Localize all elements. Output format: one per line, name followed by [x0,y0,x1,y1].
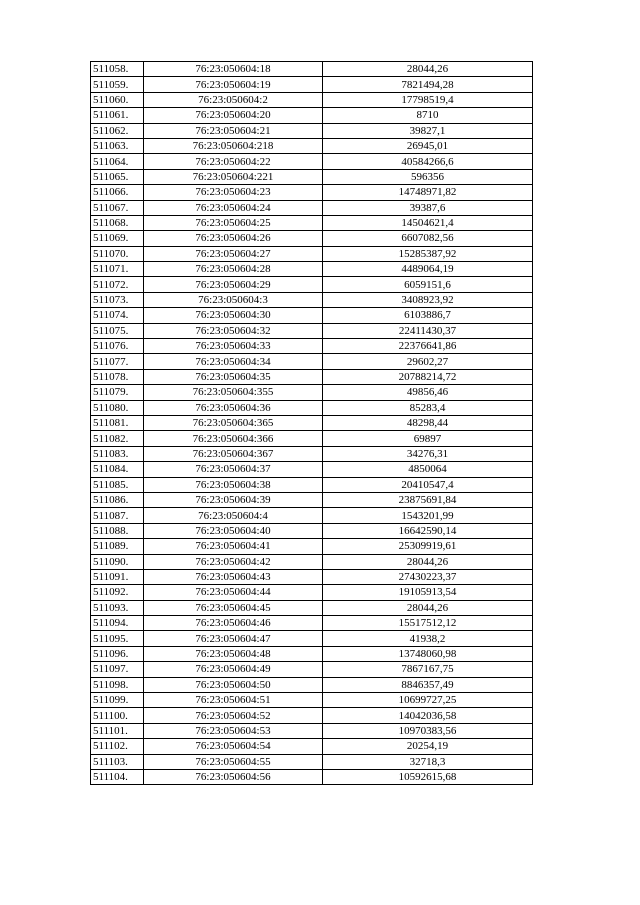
cadastral-number-cell: 76:23:050604:20 [144,108,323,123]
cadastral-value-cell: 1543201,99 [323,508,533,523]
cadastral-number-cell: 76:23:050604:365 [144,415,323,430]
table-row [91,339,533,354]
row-number-cell: 511063. [91,138,144,153]
table-row [91,600,533,615]
cadastral-value-cell: 23875691,84 [323,492,533,507]
row-number-cell: 511097. [91,662,144,677]
row-number-cell: 511080. [91,400,144,415]
cadastral-value-cell: 26945,01 [323,138,533,153]
cadastral-value-cell: 49856,46 [323,385,533,400]
cadastral-number-cell: 76:23:050604:37 [144,462,323,477]
table-row [91,462,533,477]
cadastral-number-cell: 76:23:050604:26 [144,231,323,246]
row-number-cell: 511104. [91,769,144,784]
cadastral-number-cell: 76:23:050604:35 [144,369,323,384]
table-row [91,308,533,323]
cadastral-number-cell: 76:23:050604:47 [144,631,323,646]
table-row [91,431,533,446]
cadastral-number-cell: 76:23:050604:23 [144,185,323,200]
cadastral-value-cell: 29602,27 [323,354,533,369]
cadastral-number-cell: 76:23:050604:52 [144,708,323,723]
cadastral-number-cell: 76:23:050604:29 [144,277,323,292]
cadastral-number-cell: 76:23:050604:43 [144,569,323,584]
cadastral-number-cell: 76:23:050604:41 [144,539,323,554]
cadastral-number-cell: 76:23:050604:221 [144,169,323,184]
cadastral-number-cell: 76:23:050604:366 [144,431,323,446]
table-row [91,185,533,200]
table-row [91,246,533,261]
table-row [91,693,533,708]
cadastral-value-cell: 10970383,56 [323,723,533,738]
row-number-cell: 511070. [91,246,144,261]
row-number-cell: 511069. [91,231,144,246]
row-number-cell: 511089. [91,539,144,554]
cadastral-value-cell: 34276,31 [323,446,533,461]
cadastral-number-cell: 76:23:050604:355 [144,385,323,400]
cadastral-value-cell: 20410547,4 [323,477,533,492]
cadastral-number-cell: 76:23:050604:32 [144,323,323,338]
row-number-cell: 511095. [91,631,144,646]
cadastral-number-cell: 76:23:050604:2 [144,92,323,107]
table-row [91,138,533,153]
cadastral-number-cell: 76:23:050604:4 [144,508,323,523]
table-row [91,415,533,430]
table-body [91,62,533,785]
table-row [91,739,533,754]
cadastral-value-cell: 20788214,72 [323,369,533,384]
cadastral-number-cell: 76:23:050604:19 [144,77,323,92]
cadastral-value-table [90,61,533,785]
cadastral-number-cell: 76:23:050604:44 [144,585,323,600]
cadastral-value-cell: 39827,1 [323,123,533,138]
row-number-cell: 511062. [91,123,144,138]
table-row [91,754,533,769]
cadastral-number-cell: 76:23:050604:55 [144,754,323,769]
cadastral-number-cell: 76:23:050604:24 [144,200,323,215]
row-number-cell: 511065. [91,169,144,184]
table-row [91,92,533,107]
table-row [91,277,533,292]
cadastral-value-cell: 7821494,28 [323,77,533,92]
cadastral-value-cell: 7867167,75 [323,662,533,677]
cadastral-number-cell: 76:23:050604:46 [144,616,323,631]
row-number-cell: 511078. [91,369,144,384]
row-number-cell: 511075. [91,323,144,338]
table-row [91,400,533,415]
cadastral-value-cell: 22376641,86 [323,339,533,354]
row-number-cell: 511083. [91,446,144,461]
cadastral-number-cell: 76:23:050604:28 [144,262,323,277]
cadastral-value-cell: 10699727,25 [323,693,533,708]
cadastral-number-cell: 76:23:050604:54 [144,739,323,754]
cadastral-number-cell: 76:23:050604:56 [144,769,323,784]
cadastral-value-cell: 15285387,92 [323,246,533,261]
table-row [91,200,533,215]
cadastral-value-cell: 28044,26 [323,554,533,569]
cadastral-number-cell: 76:23:050604:50 [144,677,323,692]
cadastral-value-cell: 3408923,92 [323,292,533,307]
cadastral-number-cell: 76:23:050604:53 [144,723,323,738]
table-row [91,154,533,169]
row-number-cell: 511098. [91,677,144,692]
table-row [91,585,533,600]
cadastral-value-cell: 48298,44 [323,415,533,430]
cadastral-number-cell: 76:23:050604:21 [144,123,323,138]
table-row [91,616,533,631]
cadastral-value-cell: 8710 [323,108,533,123]
table-row [91,354,533,369]
table-row [91,292,533,307]
cadastral-value-cell: 27430223,37 [323,569,533,584]
cadastral-value-cell: 13748060,98 [323,646,533,661]
cadastral-value-cell: 6103886,7 [323,308,533,323]
row-number-cell: 511101. [91,723,144,738]
table-row [91,523,533,538]
row-number-cell: 511103. [91,754,144,769]
table-row [91,508,533,523]
cadastral-value-cell: 4850064 [323,462,533,477]
row-number-cell: 511090. [91,554,144,569]
cadastral-number-cell: 76:23:050604:40 [144,523,323,538]
row-number-cell: 511086. [91,492,144,507]
cadastral-number-cell: 76:23:050604:39 [144,492,323,507]
table-row [91,662,533,677]
row-number-cell: 511060. [91,92,144,107]
table-row [91,539,533,554]
table-row [91,677,533,692]
cadastral-value-cell: 15517512,12 [323,616,533,631]
table-row [91,262,533,277]
cadastral-value-cell: 16642590,14 [323,523,533,538]
cadastral-number-cell: 76:23:050604:22 [144,154,323,169]
table-row [91,369,533,384]
table-row [91,385,533,400]
cadastral-value-cell: 6607082,56 [323,231,533,246]
table-row [91,554,533,569]
row-number-cell: 511081. [91,415,144,430]
row-number-cell: 511088. [91,523,144,538]
row-number-cell: 511082. [91,431,144,446]
cadastral-number-cell: 76:23:050604:38 [144,477,323,492]
table-row [91,492,533,507]
table-row [91,631,533,646]
cadastral-value-cell: 32718,3 [323,754,533,769]
row-number-cell: 511084. [91,462,144,477]
cadastral-value-cell: 14748971,82 [323,185,533,200]
cadastral-value-cell: 19105913,54 [323,585,533,600]
table-row [91,62,533,77]
row-number-cell: 511094. [91,616,144,631]
table-row [91,446,533,461]
cadastral-number-cell: 76:23:050604:51 [144,693,323,708]
cadastral-value-cell: 17798519,4 [323,92,533,107]
cadastral-number-cell: 76:23:050604:3 [144,292,323,307]
cadastral-value-cell: 6059151,6 [323,277,533,292]
table-row [91,215,533,230]
table-row [91,569,533,584]
row-number-cell: 511085. [91,477,144,492]
cadastral-value-cell: 596356 [323,169,533,184]
table-row [91,646,533,661]
cadastral-value-cell: 8846357,49 [323,677,533,692]
cadastral-value-cell: 10592615,68 [323,769,533,784]
cadastral-number-cell: 76:23:050604:27 [144,246,323,261]
table-row [91,169,533,184]
row-number-cell: 511102. [91,739,144,754]
table-row [91,323,533,338]
cadastral-number-cell: 76:23:050604:30 [144,308,323,323]
table-row [91,723,533,738]
table-row [91,108,533,123]
row-number-cell: 511076. [91,339,144,354]
cadastral-value-cell: 25309919,61 [323,539,533,554]
row-number-cell: 511071. [91,262,144,277]
cadastral-value-cell: 14042036,58 [323,708,533,723]
cadastral-value-cell: 20254,19 [323,739,533,754]
cadastral-value-cell: 41938,2 [323,631,533,646]
row-number-cell: 511064. [91,154,144,169]
cadastral-number-cell: 76:23:050604:25 [144,215,323,230]
row-number-cell: 511072. [91,277,144,292]
row-number-cell: 511099. [91,693,144,708]
row-number-cell: 511092. [91,585,144,600]
cadastral-value-cell: 14504621,4 [323,215,533,230]
table-row [91,231,533,246]
cadastral-value-cell: 28044,26 [323,62,533,77]
row-number-cell: 511100. [91,708,144,723]
cadastral-number-cell: 76:23:050604:34 [144,354,323,369]
cadastral-value-cell: 22411430,37 [323,323,533,338]
cadastral-value-cell: 28044,26 [323,600,533,615]
table-row [91,123,533,138]
cadastral-number-cell: 76:23:050604:42 [144,554,323,569]
cadastral-number-cell: 76:23:050604:48 [144,646,323,661]
table-row [91,477,533,492]
table-row [91,708,533,723]
row-number-cell: 511067. [91,200,144,215]
cadastral-number-cell: 76:23:050604:18 [144,62,323,77]
cadastral-number-cell: 76:23:050604:367 [144,446,323,461]
row-number-cell: 511061. [91,108,144,123]
row-number-cell: 511096. [91,646,144,661]
row-number-cell: 511087. [91,508,144,523]
table-row [91,769,533,784]
cadastral-number-cell: 76:23:050604:49 [144,662,323,677]
cadastral-number-cell: 76:23:050604:45 [144,600,323,615]
cadastral-value-cell: 39387,6 [323,200,533,215]
cadastral-number-cell: 76:23:050604:33 [144,339,323,354]
row-number-cell: 511068. [91,215,144,230]
row-number-cell: 511074. [91,308,144,323]
row-number-cell: 511093. [91,600,144,615]
row-number-cell: 511079. [91,385,144,400]
cadastral-value-cell: 85283,4 [323,400,533,415]
cadastral-value-cell: 40584266,6 [323,154,533,169]
cadastral-number-cell: 76:23:050604:36 [144,400,323,415]
row-number-cell: 511058. [91,62,144,77]
row-number-cell: 511073. [91,292,144,307]
row-number-cell: 511091. [91,569,144,584]
cadastral-value-cell: 69897 [323,431,533,446]
row-number-cell: 511066. [91,185,144,200]
row-number-cell: 511077. [91,354,144,369]
cadastral-value-cell: 4489064,19 [323,262,533,277]
row-number-cell: 511059. [91,77,144,92]
table-row [91,77,533,92]
cadastral-number-cell: 76:23:050604:218 [144,138,323,153]
